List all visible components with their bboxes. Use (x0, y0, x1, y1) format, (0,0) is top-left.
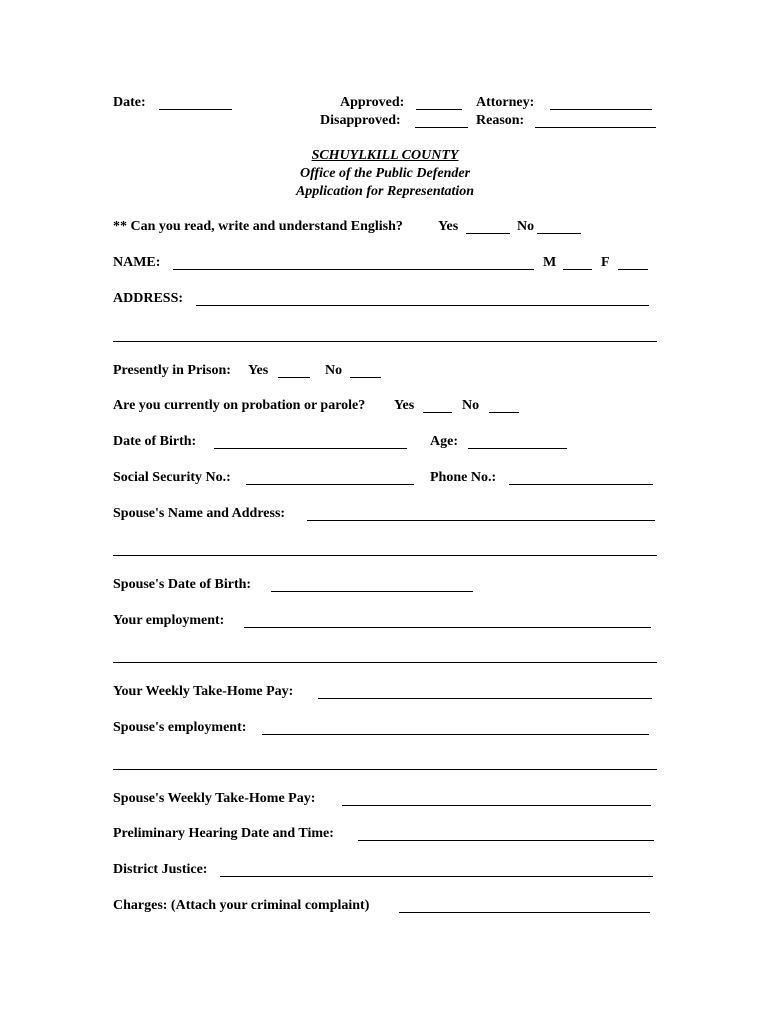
spouse-employment-label: Spouse's employment: (113, 720, 247, 735)
employment-field[interactable] (244, 627, 651, 628)
dob-field[interactable] (214, 448, 407, 449)
charges-label: Charges: (Attach your criminal complaint) (113, 898, 370, 913)
prison-yes-field[interactable] (278, 377, 310, 378)
spouse-employment-field-line-2[interactable] (113, 769, 657, 770)
spouse-dob-label: Spouse's Date of Birth: (113, 577, 252, 592)
spouse-name-field-line-2[interactable] (113, 555, 657, 556)
reason-label: Reason: (476, 113, 525, 128)
age-label: Age: (430, 434, 458, 449)
probation-no-label: No (462, 398, 480, 413)
attorney-field[interactable] (550, 109, 652, 110)
spouse-pay-label: Spouse's Weekly Take-Home Pay: (113, 791, 316, 806)
justice-label: District Justice: (113, 862, 208, 877)
probation-label: Are you currently on probation or parole? (113, 398, 366, 413)
ssn-label: Social Security No.: (113, 470, 231, 485)
ssn-field[interactable] (246, 484, 414, 485)
charges-field[interactable] (399, 912, 650, 913)
prison-yes-label: Yes (248, 363, 269, 378)
name-label: NAME: (113, 255, 161, 270)
spouse-employment-field[interactable] (262, 734, 649, 735)
female-label: F (601, 255, 610, 270)
prison-label: Presently in Prison: (113, 363, 231, 378)
employment-field-line-2[interactable] (113, 662, 657, 663)
age-field[interactable] (468, 448, 567, 449)
weekly-pay-label: Your Weekly Take-Home Pay: (113, 684, 294, 699)
spouse-dob-field[interactable] (271, 591, 473, 592)
probation-yes-label: Yes (394, 398, 415, 413)
county-title-text: SCHUYLKILL COUNTY (311, 148, 459, 163)
approved-field[interactable] (416, 109, 462, 110)
female-field[interactable] (618, 269, 648, 270)
phone-label: Phone No.: (430, 470, 497, 485)
probation-no-field[interactable] (489, 412, 519, 413)
male-field[interactable] (563, 269, 592, 270)
weekly-pay-field[interactable] (318, 698, 652, 699)
english-no-label: No (517, 219, 535, 234)
date-label: Date: (113, 95, 146, 110)
hearing-field[interactable] (358, 840, 654, 841)
dob-label: Date of Birth: (113, 434, 197, 449)
english-question: ** Can you read, write and understand English? (113, 219, 403, 234)
spouse-pay-field[interactable] (342, 805, 651, 806)
probation-yes-field[interactable] (423, 412, 452, 413)
date-field[interactable] (159, 109, 232, 110)
spouse-name-field[interactable] (307, 520, 655, 521)
application-title: Application for Representation (295, 184, 475, 199)
hearing-label: Preliminary Hearing Date and Time: (113, 826, 334, 841)
english-yes-field[interactable] (466, 233, 510, 234)
justice-field[interactable] (220, 876, 653, 877)
prison-no-field[interactable] (350, 377, 381, 378)
attorney-label: Attorney: (476, 95, 535, 110)
english-yes-label: Yes (438, 219, 459, 234)
name-field[interactable] (173, 269, 534, 270)
spouse-name-label: Spouse's Name and Address: (113, 506, 286, 521)
english-no-field[interactable] (537, 233, 581, 234)
phone-field[interactable] (509, 484, 653, 485)
county-title (0, 147, 770, 165)
employment-label: Your employment: (113, 613, 225, 628)
reason-field[interactable] (535, 127, 656, 128)
approved-label: Approved: (340, 95, 405, 110)
address-field[interactable] (196, 305, 649, 306)
address-label: ADDRESS: (113, 291, 184, 306)
disapproved-label: Disapproved: (320, 113, 401, 128)
disapproved-field[interactable] (415, 127, 468, 128)
address-field-line-2[interactable] (113, 341, 657, 342)
prison-no-label: No (325, 363, 343, 378)
male-label: M (543, 255, 557, 270)
office-title: Office of the Public Defender (299, 166, 471, 181)
